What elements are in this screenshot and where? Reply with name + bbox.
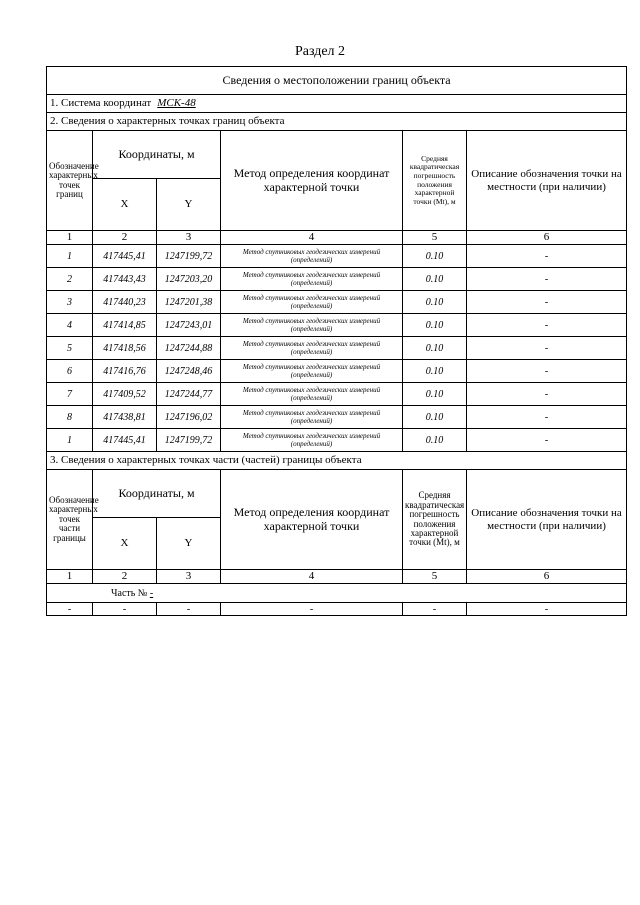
col-number: 5 <box>403 231 467 245</box>
part-row <box>47 584 627 603</box>
table-row <box>47 406 627 429</box>
col-number: 6 <box>467 570 627 584</box>
method-cell: Метод спутниковых геодезических измерений (определений) <box>221 383 403 406</box>
accuracy-cell: 0.10 <box>403 406 467 429</box>
col-number: 2 <box>93 231 157 245</box>
section3-title-row <box>47 452 627 470</box>
empty-cell: - <box>221 603 403 616</box>
header-y: Y <box>157 518 221 570</box>
header-desc: Описание обозначения точки на местности (при наличии) <box>467 131 627 231</box>
table-row <box>47 268 627 291</box>
point-number: 1 <box>47 429 93 452</box>
header-x: X <box>93 179 157 231</box>
coord-x: 417443,43 <box>93 268 157 291</box>
description-cell: - <box>467 429 627 452</box>
description-cell: - <box>467 268 627 291</box>
point-number: 4 <box>47 314 93 337</box>
table-row <box>47 291 627 314</box>
header-coords: Координаты, м <box>93 470 221 518</box>
section3-header-row-1 <box>47 470 627 518</box>
point-number: 8 <box>47 406 93 429</box>
description-cell: - <box>467 314 627 337</box>
table-row <box>47 245 627 268</box>
col-number: 3 <box>157 231 221 245</box>
description-cell: - <box>467 383 627 406</box>
coord-y: 1247248,46 <box>157 360 221 383</box>
accuracy-cell: 0.10 <box>403 429 467 452</box>
method-cell: Метод спутниковых геодезических измерений (определений) <box>221 337 403 360</box>
coord-x: 417414,85 <box>93 314 157 337</box>
header-coords: Координаты, м <box>93 131 221 179</box>
col-number: 5 <box>403 570 467 584</box>
description-cell: - <box>467 406 627 429</box>
header-method: Метод определения координат характерной точки <box>221 131 403 231</box>
accuracy-cell: 0.10 <box>403 383 467 406</box>
coord-x: 417445,41 <box>93 245 157 268</box>
section3-col-numbers <box>47 570 627 584</box>
coord-y: 1247203,20 <box>157 268 221 291</box>
col-number: 1 <box>47 231 93 245</box>
header-method: Метод определения координат характерной точки <box>221 470 403 570</box>
col-number: 4 <box>221 231 403 245</box>
table-row <box>47 360 627 383</box>
accuracy-cell: 0.10 <box>403 314 467 337</box>
empty-cell: - <box>467 603 627 616</box>
coord-system <box>47 95 627 113</box>
accuracy-cell: 0.10 <box>403 245 467 268</box>
description-cell: - <box>467 245 627 268</box>
accuracy-cell: 0.10 <box>403 291 467 314</box>
coord-y: 1247244,77 <box>157 383 221 406</box>
section2-col-numbers <box>47 231 627 245</box>
coord-y: 1247201,38 <box>157 291 221 314</box>
point-number: 7 <box>47 383 93 406</box>
table-row <box>47 383 627 406</box>
part-label-text: Часть № <box>111 587 148 599</box>
accuracy-cell: 0.10 <box>403 337 467 360</box>
method-cell: Метод спутниковых геодезических измерений (определений) <box>221 406 403 429</box>
coord-system-label: 1. Система координат <box>50 97 152 110</box>
header-accuracy: Средняя квадратическая погрешность положения характерной точки (Mt), м <box>403 470 467 570</box>
header-desc: Описание обозначения точки на местности (при наличии) <box>467 470 627 570</box>
part-number: - <box>149 587 154 599</box>
point-number: 6 <box>47 360 93 383</box>
coord-y: 1247243,01 <box>157 314 221 337</box>
description-cell: - <box>467 360 627 383</box>
section2-header-row-1 <box>47 131 627 179</box>
header-accuracy: Средняя квадратическая погрешность положения характерной точки (Mt), м <box>403 131 467 231</box>
header-x: X <box>93 518 157 570</box>
coord-x: 417440,23 <box>93 291 157 314</box>
coord-x: 417418,56 <box>93 337 157 360</box>
table-title: Сведения о местоположении границ объекта <box>47 67 627 95</box>
coord-x: 417445,41 <box>93 429 157 452</box>
table-title-row <box>47 67 627 95</box>
col-number: 1 <box>47 570 93 584</box>
coord-x: 417416,76 <box>93 360 157 383</box>
empty-cell: - <box>157 603 221 616</box>
point-number: 3 <box>47 291 93 314</box>
section3-title: 3. Сведения о характерных точках части (частей) границы объекта <box>47 452 627 470</box>
col-number: 6 <box>467 231 627 245</box>
table-row <box>47 337 627 360</box>
header-point: Обозначение характерных точек части границы <box>47 470 93 570</box>
empty-cell: - <box>47 603 93 616</box>
table-row <box>47 429 627 452</box>
coord-x: 417438,81 <box>93 406 157 429</box>
accuracy-cell: 0.10 <box>403 360 467 383</box>
coord-system-row <box>47 95 627 113</box>
method-cell: Метод спутниковых геодезических измерений (определений) <box>221 429 403 452</box>
coord-y: 1247199,72 <box>157 429 221 452</box>
col-number: 4 <box>221 570 403 584</box>
page-title: Раздел 2 <box>294 44 346 59</box>
method-cell: Метод спутниковых геодезических измерений (определений) <box>221 245 403 268</box>
coord-system-value: МСК-48 <box>157 97 196 110</box>
point-number: 2 <box>47 268 93 291</box>
col-number: 2 <box>93 570 157 584</box>
section2-title-row <box>47 113 627 131</box>
method-cell: Метод спутниковых геодезических измерений (определений) <box>221 268 403 291</box>
empty-cell: - <box>93 603 157 616</box>
coord-y: 1247244,88 <box>157 337 221 360</box>
table-row <box>47 314 627 337</box>
section2-title: 2. Сведения о характерных точках границ объекта <box>47 113 627 131</box>
point-number: 5 <box>47 337 93 360</box>
coord-y: 1247196,02 <box>157 406 221 429</box>
accuracy-cell: 0.10 <box>403 268 467 291</box>
empty-cell: - <box>403 603 467 616</box>
boundary-table <box>46 66 627 616</box>
method-cell: Метод спутниковых геодезических измерений (определений) <box>221 291 403 314</box>
method-cell: Метод спутниковых геодезических измерений (определений) <box>221 360 403 383</box>
header-y: Y <box>157 179 221 231</box>
table-row <box>47 603 627 616</box>
col-number: 3 <box>157 570 221 584</box>
description-cell: - <box>467 337 627 360</box>
coord-y: 1247199,72 <box>157 245 221 268</box>
part-label <box>47 584 627 603</box>
header-point: Обозначение характерных точек границ <box>47 131 93 231</box>
description-cell: - <box>467 291 627 314</box>
method-cell: Метод спутниковых геодезических измерений (определений) <box>221 314 403 337</box>
coord-x: 417409,52 <box>93 383 157 406</box>
point-number: 1 <box>47 245 93 268</box>
